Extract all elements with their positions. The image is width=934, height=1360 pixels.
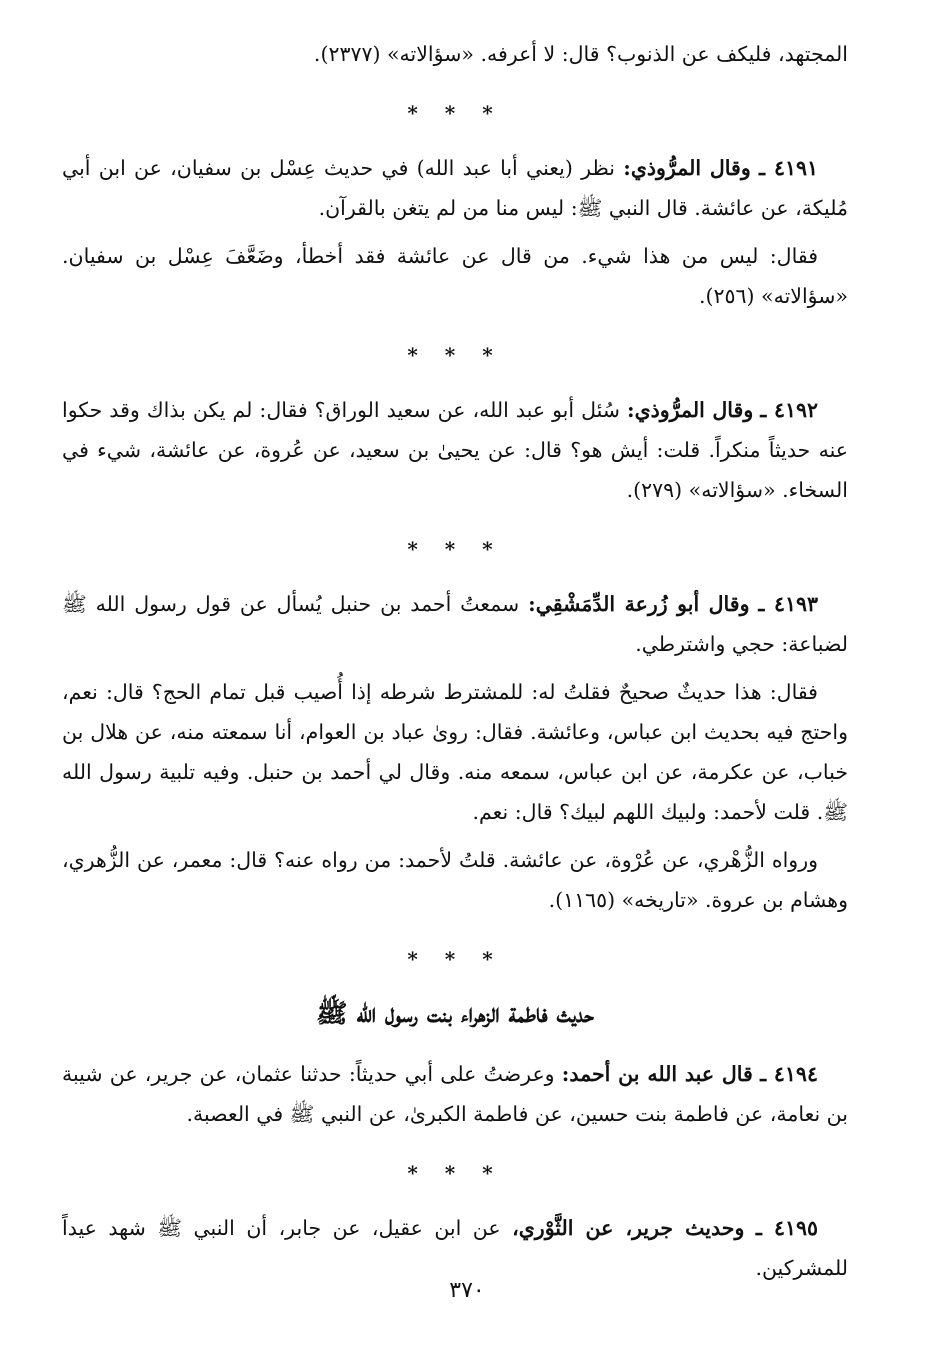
entry-paragraph bbox=[62, 148, 848, 228]
separator-1: * * * bbox=[407, 101, 503, 125]
entry-number: ٤١٩٣ ـ bbox=[758, 592, 818, 616]
entry-4195 bbox=[62, 1208, 848, 1288]
entry-text: وعرضتُ على أبي حديثاً: حدثنا عثمان، عن جرير، عن شيبة بن نعامة، عن فاطمة بنت حسين، عن فاطمة الكبرىٰ، عن النبي ﷺ في العصبة. bbox=[62, 1062, 848, 1126]
entry-narrator: وقال أبو زُرعة الدِّمَشْقِي: bbox=[528, 592, 750, 616]
entry-text: عن ابن عقيل، عن جابر، أن النبي ﷺ شهد عيداً للمشركين. bbox=[62, 1216, 848, 1280]
entry-narrator: وقال المرُّوذي: bbox=[627, 398, 754, 422]
entry-4191 bbox=[62, 148, 848, 316]
separator-5: * * * bbox=[407, 1161, 503, 1185]
entry-comment: فقال: هذا حديثٌ صحيحٌ فقلتُ له: للمشترط شرطه إذا أُصيب قبل تمام الحج؟ قال: نعم، واحتج فيه بحديث ابن عباس، وعائشة. فقال: روىٰ عباد بن العوام، أنا سمعته منه، عن هلال بن خباب، عن عكرمة، عن ابن عباس، سمعه منه. وقال لي أحمد بن حنبل. وفيه تلبية رسول الله ﷺ. قلت لأحمد: ولبيك اللهم لبيك؟ قال: نعم. bbox=[62, 680, 848, 824]
entry-paragraph bbox=[62, 1054, 848, 1134]
entry-number: ٤١٩٢ ـ bbox=[760, 398, 818, 422]
separator-3: * * * bbox=[407, 537, 503, 561]
entry-comment: فقال: ليس من هذا شيء. من قال عن عائشة فقد أخطأ، وضَعَّفَ عِسْل بن سفيان. «سؤالاته» (٢٥٦). bbox=[62, 244, 848, 308]
entry-paragraph bbox=[62, 584, 848, 664]
intro-line: المجتهد، فليكف عن الذنوب؟ قال: لا أعرفه. «سؤالاته» (٢٣٧٧). bbox=[313, 42, 848, 66]
entry-number: ٤١٩٤ ـ bbox=[760, 1062, 818, 1086]
entry-paragraph bbox=[62, 1208, 848, 1288]
entry-narrator: قال عبد الله بن أحمد: bbox=[561, 1062, 753, 1086]
entry-text: نظر (يعني أبا عبد الله) في حديث عِسْل بن سفيان، عن ابن أبي مُليكة، عن عائشة. قال النبي ﷺ: ليس منا من لم يتغن بالقرآن. bbox=[62, 156, 848, 220]
entry-4192 bbox=[62, 390, 848, 510]
entry-paragraph bbox=[62, 390, 848, 510]
page-number: ٣٧٠ bbox=[449, 1278, 485, 1303]
page-body bbox=[62, 34, 848, 1288]
entry-number: ٤١٩٥ ـ bbox=[755, 1216, 818, 1240]
entry-text: سمعتُ أحمد بن حنبل يُسأل عن قول رسول الله ﷺ لضباعة: حجي واشترطي. bbox=[62, 592, 848, 656]
entry-narrator: وحديث جرير، عن الثَّوْري، bbox=[512, 1216, 745, 1240]
entry-text: سُئل أبو عبد الله، عن سعيد الوراق؟ فقال: لم يكن بذاك وقد حكوا عنه حديثاً منكراً. قلت: أيش هو؟ قال: عن يحيىٰ بن سعيد، عن عُروة، عن عائشة، شيء في السخاء. «سؤالاته» (٢٧٩). bbox=[62, 398, 848, 502]
entry-narrator: وقال المرُّوذي: bbox=[623, 156, 751, 180]
separator-4: * * * bbox=[407, 947, 503, 971]
entry-4193 bbox=[62, 584, 848, 920]
entry-4194 bbox=[62, 1054, 848, 1134]
entry-comment: ورواه الزُّهْري، عن عُرْوة، عن عائشة. قلتُ لأحمد: من رواه عنه؟ قال: معمر، عن الزُّهري، وهشام بن عروة. «تاريخه» (١١٦٥). bbox=[62, 848, 848, 912]
separator-2: * * * bbox=[407, 343, 503, 367]
section-title: حديث فاطمة الزهراء بنت رسول الله ﷺ bbox=[316, 999, 594, 1029]
entry-number: ٤١٩١ ـ bbox=[759, 156, 818, 180]
